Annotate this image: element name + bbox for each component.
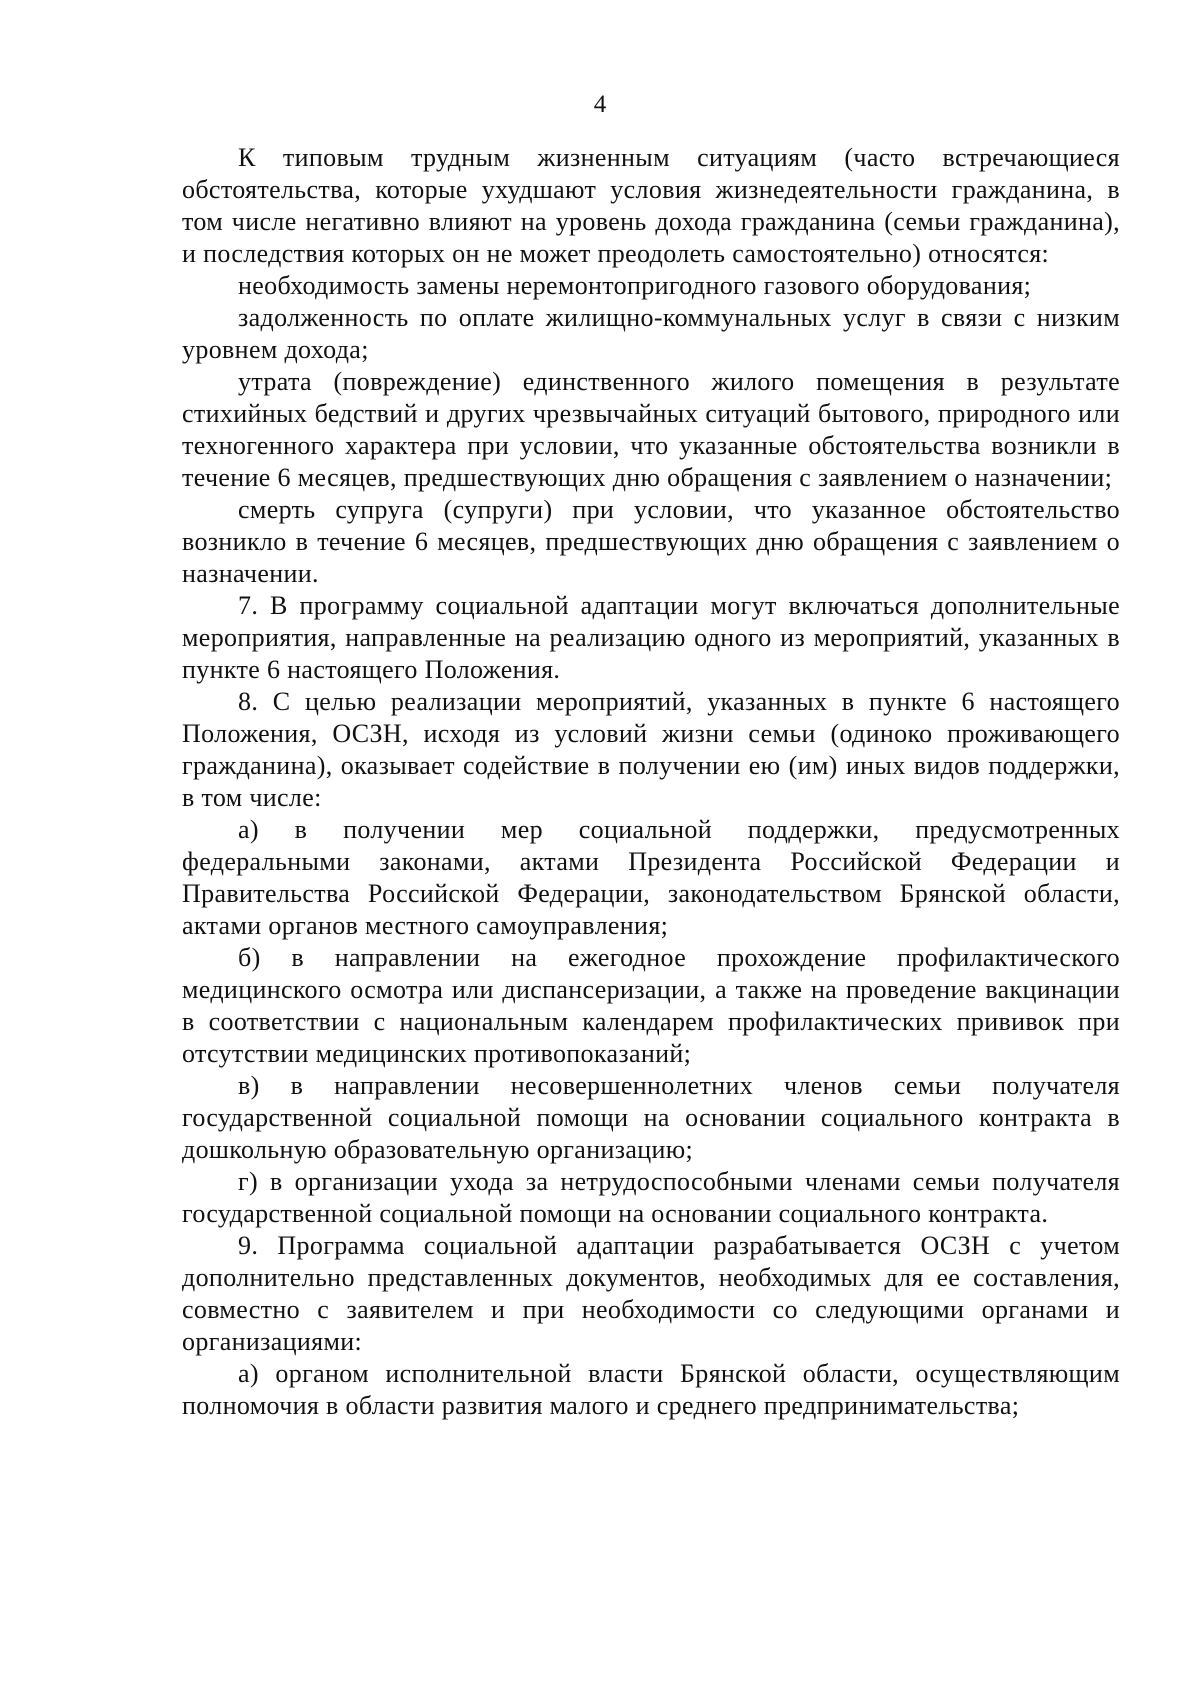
paragraph-item-8a: а) в получении мер социальной поддержки, предусмотренных федеральными законами, актами Президента Российской Федерации и Правительства Российской Федерации, законодательством Брянской области, актами органов местного самоуправления; <box>182 815 1120 940</box>
paragraph-housing-loss: утрата (повреждение) единственного жилого помещения в результате стихийных бедствий и других чрезвычайных ситуаций бытового, природного или техногенного характера при условии, что указанные обстоятельства возникли в течение 6 месяцев, предшествующих дню обращения с заявлением о назначении; <box>182 367 1120 492</box>
paragraph-utility-debt: задолженность по оплате жилищно-коммунальных услуг в связи с низким уровнем дохода; <box>182 303 1120 364</box>
page-number: 4 <box>593 91 607 118</box>
paragraph-intro: К типовым трудным жизненным ситуациям (часто встречающиеся обстоятельства, которые ухудшают условия жизнедеятельности гражданина, в том числе негативно влияют на уровень дохода гражданина (семьи гражданина), и последствия которых он не может преодолеть самостоятельно) относятся: <box>182 143 1120 268</box>
paragraph-spouse-death: смерть супруга (супруги) при условии, что указанное обстоятельство возникло в течение 6 месяцев, предшествующих дню обращения с заявлением о назначении. <box>182 495 1120 588</box>
paragraph-item-8: 8. С целью реализации мероприятий, указанных в пункте 6 настоящего Положения, ОСЗН, исходя из условий жизни семьи (одиноко проживающего гражданина), оказывает содействие в получении ею (им) иных видов поддержки, в том числе: <box>182 687 1120 812</box>
paragraph-item-9: 9. Программа социальной адаптации разрабатывается ОСЗН с учетом дополнительно представленных документов, необходимых для ее составления, совместно с заявителем и при необходимости со следующими органами и организациями: <box>182 1231 1120 1356</box>
paragraph-item-7: 7. В программу социальной адаптации могут включаться дополнительные мероприятия, направленные на реализацию одного из мероприятий, указанных в пункте 6 настоящего Положения. <box>182 591 1120 684</box>
document-body <box>182 142 1120 1422</box>
paragraph-item-8g: г) в организации ухода за нетрудоспособными членами семьи получателя государственной социальной помощи на основании социального контракта. <box>182 1167 1120 1228</box>
paragraph-item-8v: в) в направлении несовершеннолетних членов семьи получателя государственной социальной помощи на основании социального контракта в дошкольную образовательную организацию; <box>182 1071 1120 1164</box>
paragraph-item-8b: б) в направлении на ежегодное прохождение профилактического медицинского осмотра или диспансеризации, а также на проведение вакцинации в соответствии с национальным календарем профилактических прививок при отсутствии медицинских противопоказаний; <box>182 943 1120 1068</box>
paragraph-gas-equipment: необходимость замены неремонтопригодного газового оборудования; <box>238 271 1032 300</box>
paragraph-item-9a: а) органом исполнительной власти Брянской области, осуществляющим полномочия в области развития малого и среднего предпринимательства; <box>182 1359 1120 1420</box>
